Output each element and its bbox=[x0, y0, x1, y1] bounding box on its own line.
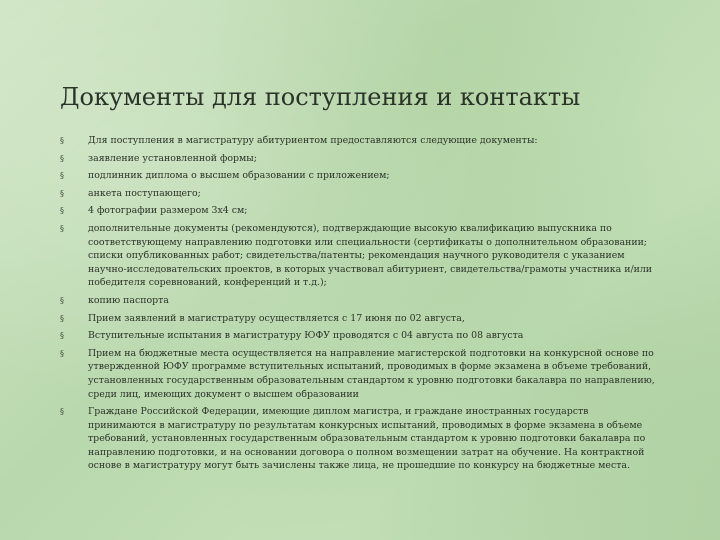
bullet-icon: § bbox=[60, 331, 64, 341]
list-item-text: дополнительные документы (рекомендуются), подтверждающие высокую квалификацию выпускника по соответствующему направлению подготовки или специальности (сертификаты о дополнительном образовании; списки опубликованных работ; свидетельства/патенты; рекомендация научного руководителя с указанием научно-исследовательских проектов, в которых участвовал абитуриент, свидетельства/грамоты участника и/или победителя соревнований, конференций и т.д.); bbox=[88, 222, 653, 289]
list-item-text: подлинник диплома о высшем образовании с приложением; bbox=[88, 170, 390, 182]
bullet-icon: § bbox=[60, 223, 64, 233]
list-item-text: 4 фотографии размером 3х4 см; bbox=[88, 205, 248, 217]
list-item bbox=[60, 222, 658, 290]
list-item-text: копию паспорта bbox=[88, 294, 169, 306]
list-item-text: анкета поступающего; bbox=[88, 187, 201, 199]
list-item bbox=[60, 329, 658, 343]
bullet-icon: § bbox=[60, 295, 64, 305]
bullet-icon: § bbox=[60, 136, 64, 145]
list-item-text: заявление установленной формы; bbox=[88, 152, 257, 164]
list-item-text: Прием на бюджетные места осуществляется на направление магистерской подготовки на конкурсной основе по утвержденной ЮФУ программе вступительных испытаний, проводимых в форме экзамена в объеме требований, установленных государственным образовательным стандартом к уровню подготовки бакалавра по направлению, среди лиц, имеющих документ о высшем образовании bbox=[88, 347, 655, 400]
list-item bbox=[60, 169, 658, 183]
bullet-icon: § bbox=[60, 313, 64, 323]
bullet-icon: § bbox=[60, 407, 64, 417]
bullet-icon: § bbox=[60, 348, 64, 358]
list-item bbox=[60, 134, 658, 148]
list-item-text: Вступительные испытания в магистратуру ЮФУ проводятся с 04 августа по 08 августа bbox=[88, 330, 524, 342]
list-item bbox=[60, 294, 658, 308]
list-item bbox=[60, 405, 658, 473]
list-item bbox=[60, 312, 658, 326]
bullet-icon: § bbox=[60, 153, 64, 163]
bullet-icon: § bbox=[60, 171, 64, 181]
bullet-icon: § bbox=[60, 206, 64, 216]
list-item bbox=[60, 347, 658, 401]
slide-title: Документы для поступления и контакты bbox=[60, 83, 581, 111]
bullet-icon: § bbox=[60, 188, 64, 198]
document-list bbox=[60, 134, 658, 477]
list-item bbox=[60, 187, 658, 201]
list-item-text: Граждане Российской Федерации, имеющие диплом магистра, и граждане иностранных государств принимаются в магистратуру по результатам конкурсных испытаний, проводимых в форме экзамена в объеме требований, установленных государственным образовательным стандартом к уровню подготовки бакалавра по направлению подготовки, и на основании договора о полном возмещении затрат на обучение. На контрактной основе в магистратуру могут быть зачислены также лица, не прошедшие по конкурсу на бюджетные места. bbox=[88, 406, 646, 472]
list-item-text: Для поступления в магистратуру абитуриентом предоставляются следующие документы: bbox=[88, 135, 538, 146]
list-item-text: Прием заявлений в магистратуру осуществляется с 17 июня по 02 августа, bbox=[88, 312, 465, 324]
list-item bbox=[60, 152, 658, 166]
list-item bbox=[60, 204, 658, 218]
